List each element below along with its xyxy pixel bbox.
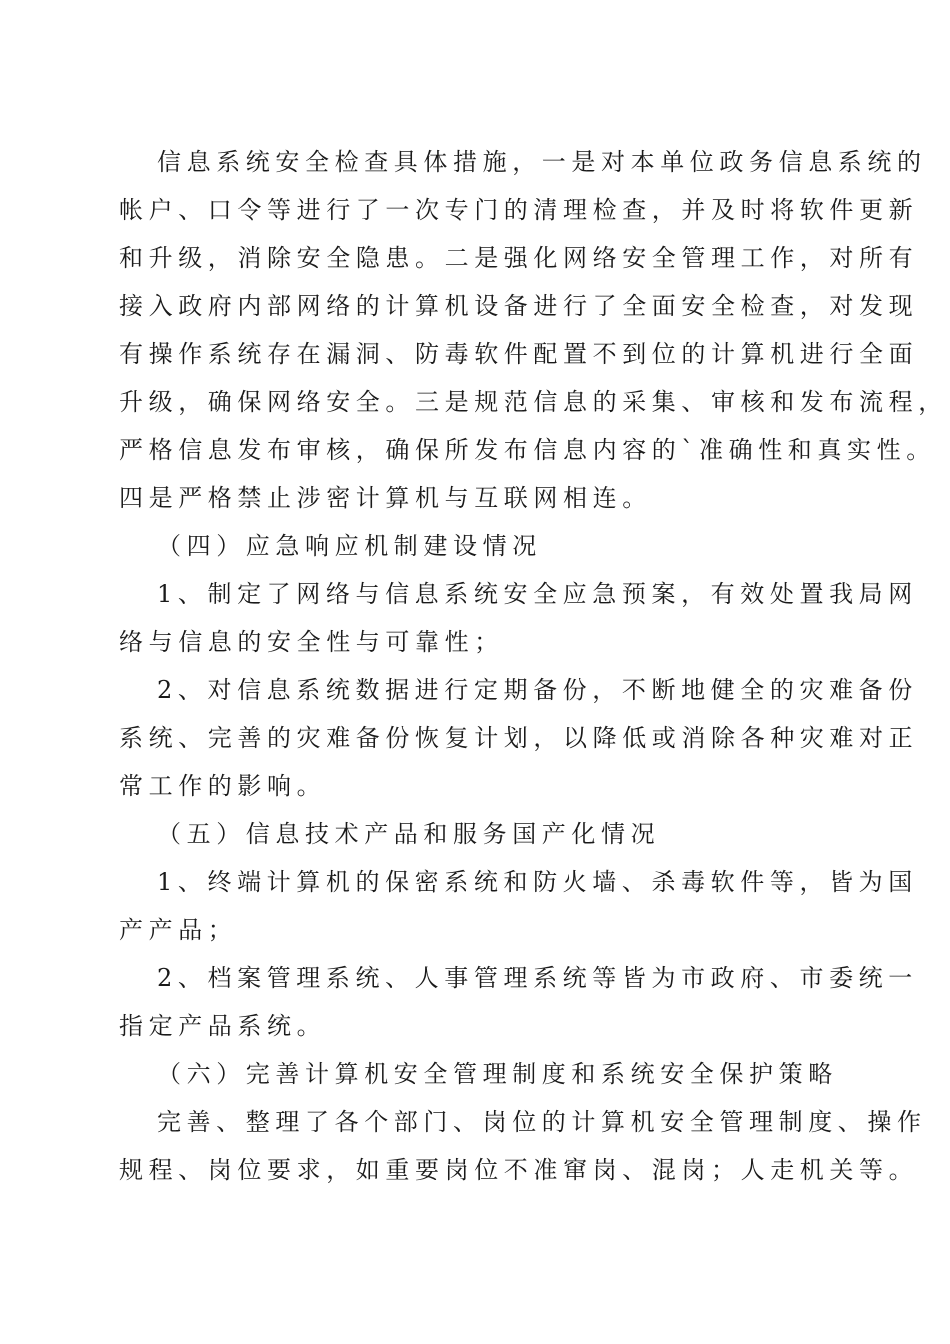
paragraph-line: 完善、整理了各个部门、岗位的计算机安全管理制度、操作 <box>157 1108 927 1136</box>
list-item-line: 2、对信息系统数据进行定期备份，不断地健全的灾难备份 <box>157 676 918 704</box>
paragraph-line: 严格信息发布审核，确保所发布信息内容的`准确性和真实性。 <box>119 436 936 464</box>
section-heading-5: （五）信息技术产品和服务国产化情况 <box>157 820 661 848</box>
list-item-line: 络与信息的安全性与可靠性； <box>119 628 504 656</box>
list-item-line: 2、档案管理系统、人事管理系统等皆为市政府、市委统一 <box>157 964 918 992</box>
list-item-line: 1、制定了网络与信息系统安全应急预案，有效处置我局网 <box>157 580 918 608</box>
section-heading-6: （六）完善计算机安全管理制度和系统安全保护策略 <box>157 1060 838 1088</box>
list-item-line: 系统、完善的灾难备份恢复计划，以降低或消除各种灾难对正 <box>119 724 919 752</box>
paragraph-line: 四是严格禁止涉密计算机与互联网相连。 <box>119 484 652 512</box>
paragraph-line: 信息系统安全检查具体措施，一是对本单位政务信息系统的 <box>157 148 927 176</box>
list-item-line: 产产品； <box>119 916 238 944</box>
paragraph-line: 规程、岗位要求，如重要岗位不准窜岗、混岗；人走机关等。 <box>119 1156 919 1184</box>
list-item-line: 1、终端计算机的保密系统和防火墙、杀毒软件等，皆为国 <box>157 868 918 896</box>
paragraph-line: 接入政府内部网络的计算机设备进行了全面安全检查，对发现 <box>119 292 919 320</box>
paragraph-line: 升级，确保网络安全。三是规范信息的采集、审核和发布流程， <box>119 388 948 416</box>
list-item-line: 常工作的影响。 <box>119 772 327 800</box>
section-heading-4: （四）应急响应机制建设情况 <box>157 532 542 560</box>
paragraph-line: 帐户、口令等进行了一次专门的清理检查，并及时将软件更新 <box>119 196 919 224</box>
list-item-line: 指定产品系统。 <box>119 1012 327 1040</box>
paragraph-line: 和升级，消除安全隐患。二是强化网络安全管理工作，对所有 <box>119 244 919 272</box>
paragraph-line: 有操作系统存在漏洞、防毒软件配置不到位的计算机进行全面 <box>119 340 919 368</box>
